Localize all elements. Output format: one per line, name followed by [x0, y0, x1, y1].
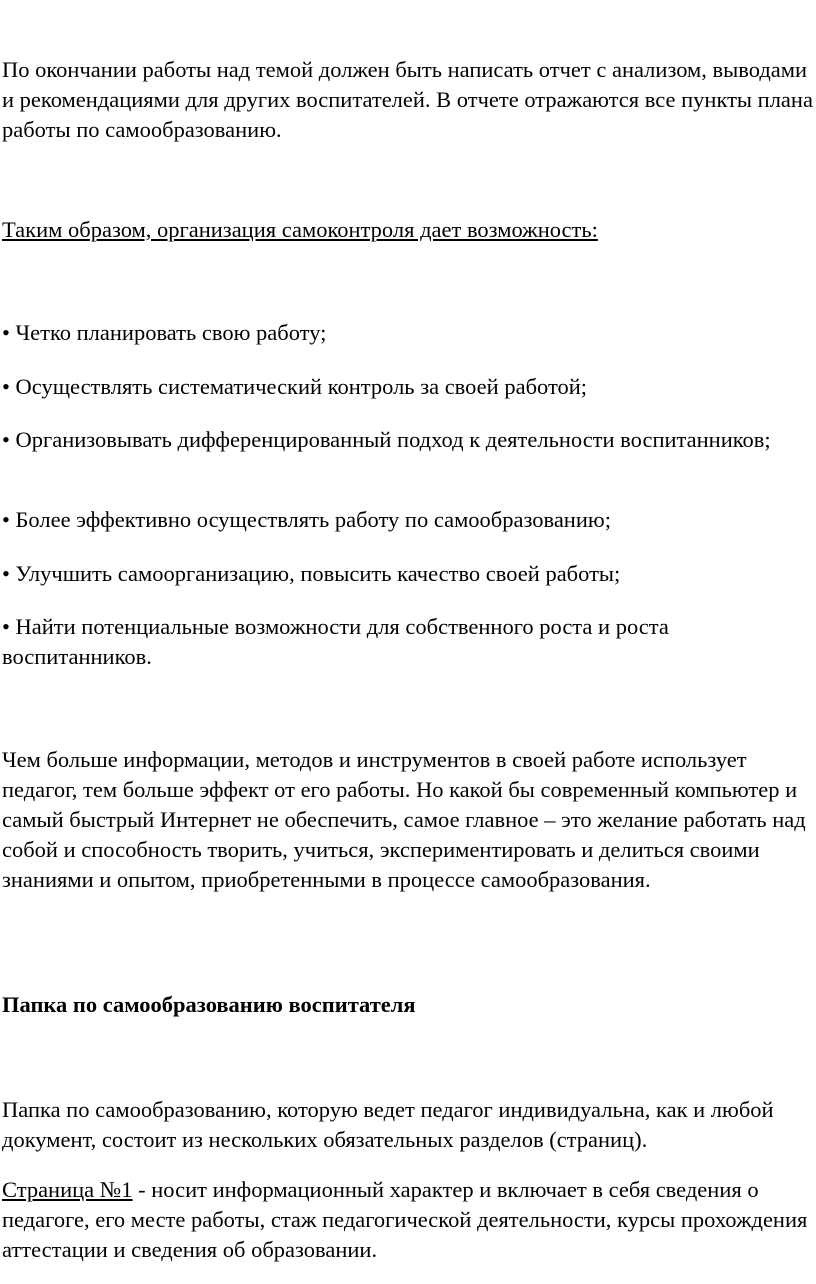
folder-heading: Папка по самообразованию воспитателя [2, 992, 416, 1017]
page1-text: - носит информационный характер и включает в себя сведения о педагоге, его месте работы, стаж педагогической деятельности, курсы прохождения аттестации и сведения об образовании. [2, 1177, 808, 1262]
page1-paragraph [2, 1175, 814, 1265]
bullet-item: • Более эффективно осуществлять работу по самообразованию; [2, 507, 611, 532]
bullet-item: • Улучшить самоорганизацию, повысить качество своей работы; [2, 561, 621, 586]
page1-label: Страница №1 [2, 1177, 133, 1202]
report-paragraph: По окончании работы над темой должен быть написать отчет с анализом, выводами и рекомендациями для других воспитателей. В отчете отражаются все пункты плана работы по самообразованию. [2, 57, 813, 142]
folder-intro-paragraph: Папка по самообразованию, которую ведет педагог индивидуальна, как и любой документ, состоит из нескольких обязательных разделов (страниц). [2, 1097, 774, 1152]
bullet-item: • Организовывать дифференцированный подход к деятельности воспитанников; [2, 427, 771, 452]
bullet-item: • Найти потенциальные возможности для собственного роста и роста воспитанников. [2, 614, 669, 669]
conclusion-paragraph: Чем больше информации, методов и инструментов в своей работе использует педагог, тем больше эффект от его работы. Но какой бы современный компьютер и самый быстрый Интернет не обеспечить, самое главное – это желание работать над собой и способность творить, учиться, экспериментировать и делиться своими знаниями и опытом, приобретенными в процессе самообразования. [2, 747, 806, 892]
summary-heading: Таким образом, организация самоконтроля дает возможность: [2, 217, 598, 242]
bullet-item: • Четко планировать свою работу; [2, 320, 327, 345]
bullet-item: • Осуществлять систематический контроль за своей работой; [2, 374, 588, 399]
